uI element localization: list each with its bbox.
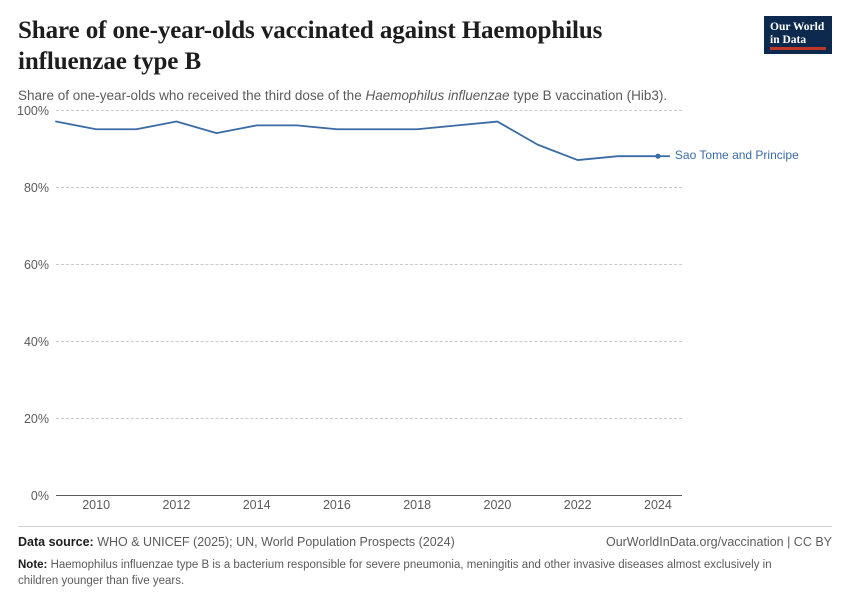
- x-axis-tick-label: 2014: [242, 498, 271, 512]
- series-endpoint-marker: [655, 154, 660, 159]
- series-line[interactable]: [56, 122, 658, 161]
- y-axis-tick-label: 40%: [23, 335, 49, 349]
- x-axis-tick-label: 2012: [162, 498, 191, 512]
- gridline: [30, 489, 682, 503]
- series-legend-label[interactable]: Sao Tome and Principe: [674, 148, 799, 163]
- chart-area: [18, 100, 832, 515]
- footer-row: [18, 535, 832, 549]
- y-axis-tick-label: 80%: [23, 181, 49, 195]
- note-label: Note:: [18, 558, 48, 571]
- x-axis-tick-label: 2020: [483, 498, 512, 512]
- x-axis: [56, 498, 682, 516]
- chart-note: [18, 557, 788, 590]
- x-axis-tick-label: 2016: [322, 498, 351, 512]
- logo-accent-bar: [770, 47, 826, 50]
- data-source-text: WHO & UNICEF (2025); UN, World Population Prospects (2024): [93, 534, 455, 549]
- logo-line-1: Our World: [770, 21, 825, 33]
- logo-line-2: in Data: [770, 33, 807, 46]
- plot-region[interactable]: [17, 104, 799, 503]
- x-axis-tick-label: 2018: [403, 498, 432, 512]
- x-axis-tick-label: 2010: [82, 498, 111, 512]
- y-axis-tick-label: 20%: [23, 412, 49, 426]
- x-axis-tick-label: 2022: [563, 498, 592, 512]
- y-axis-tick-label: 60%: [23, 258, 49, 272]
- subtitle-emphasis: Haemophilus influenzae: [365, 88, 510, 103]
- note-text: Haemophilus influenzae type B is a bacterium responsible for severe pneumonia, meningitis and other invasive diseases almost exclusively in children younger than five years.: [18, 558, 772, 588]
- y-axis-tick-label: 0%: [30, 489, 49, 503]
- chart-header: [18, 16, 832, 105]
- owid-logo[interactable]: [764, 16, 832, 54]
- footer-divider: [18, 526, 832, 527]
- subtitle-text-1: Share of one-year-olds who received the third dose of the: [18, 88, 366, 103]
- subtitle-text-2: type B vaccination (Hib3).: [509, 88, 668, 103]
- series-layer: [56, 110, 682, 495]
- x-axis-tick-label: 2024: [644, 498, 672, 512]
- data-source: [18, 535, 455, 549]
- y-axis-tick-label: 100%: [17, 104, 49, 118]
- data-source-label: Data source:: [18, 534, 94, 549]
- page-title: Share of one-year-olds vaccinated against Haemophilus influenzae type B: [18, 17, 603, 75]
- chart-footer: [18, 526, 832, 590]
- attribution-link[interactable]: OurWorldInData.org/vaccination | CC BY: [605, 534, 832, 549]
